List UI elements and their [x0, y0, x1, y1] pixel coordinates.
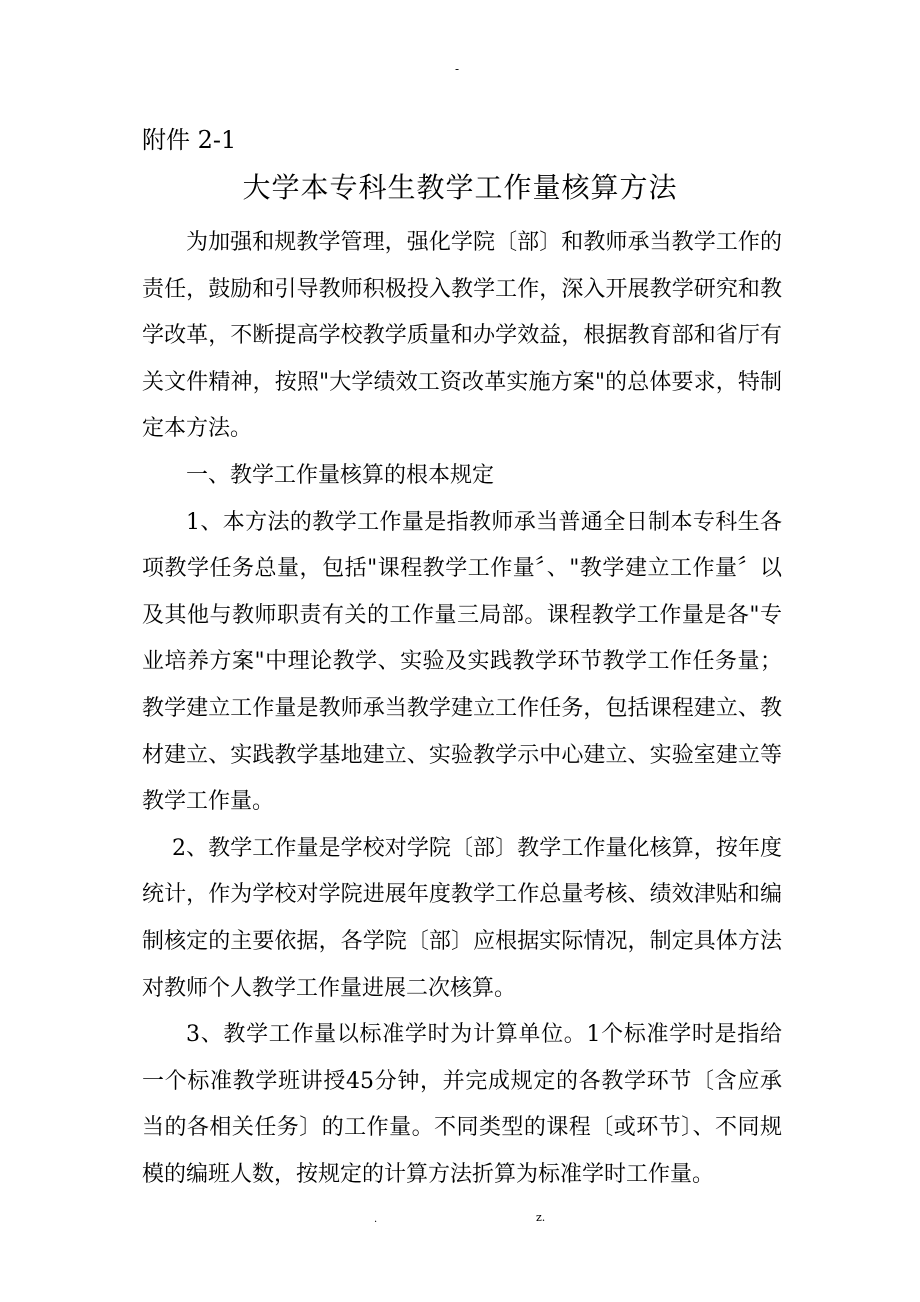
footer-right-mark: z. — [536, 1211, 546, 1224]
header-mark: - — [455, 62, 460, 76]
footer-left-mark: . — [374, 1214, 378, 1225]
rule-paragraph-2: 2、教学工作量是学校对学院〔部〕教学工作量化核算，按年度统计，作为学校对学院进展年度教学工作总量考核、绩效津贴和编制核定的主要依据，各学院〔部〕应根据实际情况，制定具体方法对教师个人教学工作量进展二次核算。 — [142, 835, 782, 1001]
rule-paragraph-1: 1、本方法的教学工作量是指教师承当普通全日制本专科生各项教学任务总量，包括"课程教学工作量〞、"教学建立工作量〞以及其他与教师职责有关的工作量三局部。课程教学工作量是各"专业培养方案"中理论教学、实验及实践教学环节教学工作任务量；教学建立工作量是教师承当教学建立工作任务，包括课程建立、教材建立、实践教学基地建立、实验教学示中心建立、实验室建立等教学工作量。 — [142, 509, 782, 815]
attachment-label: 附件 2-1 — [142, 126, 237, 154]
document-body — [142, 220, 782, 1198]
rule-paragraph-3: 3、教学工作量以标准学时为计算单位。1个标准学时是指给一个标准教学班讲授45分钟，并完成规定的各教学环节〔含应承当的各相关任务〕的工作量。不同类型的课程〔或环节〕、不同规模的编班人数，按规定的计算方法折算为标准学时工作量。 — [142, 1022, 782, 1187]
section-heading: 一、教学工作量核算的根本规定 — [186, 462, 495, 488]
document-title: 大学本专科生教学工作量核算方法 — [242, 171, 678, 204]
intro-paragraph: 为加强和规教学管理，强化学院〔部〕和教师承当教学工作的责任，鼓励和引导教师积极投入教学工作，深入开展教学研究和教学改革，不断提高学校教学质量和办学效益，根据教育部和省厅有关文件精神，按照"大学绩效工资改革实施方案"的总体要求，特制定本方法。 — [142, 230, 782, 442]
